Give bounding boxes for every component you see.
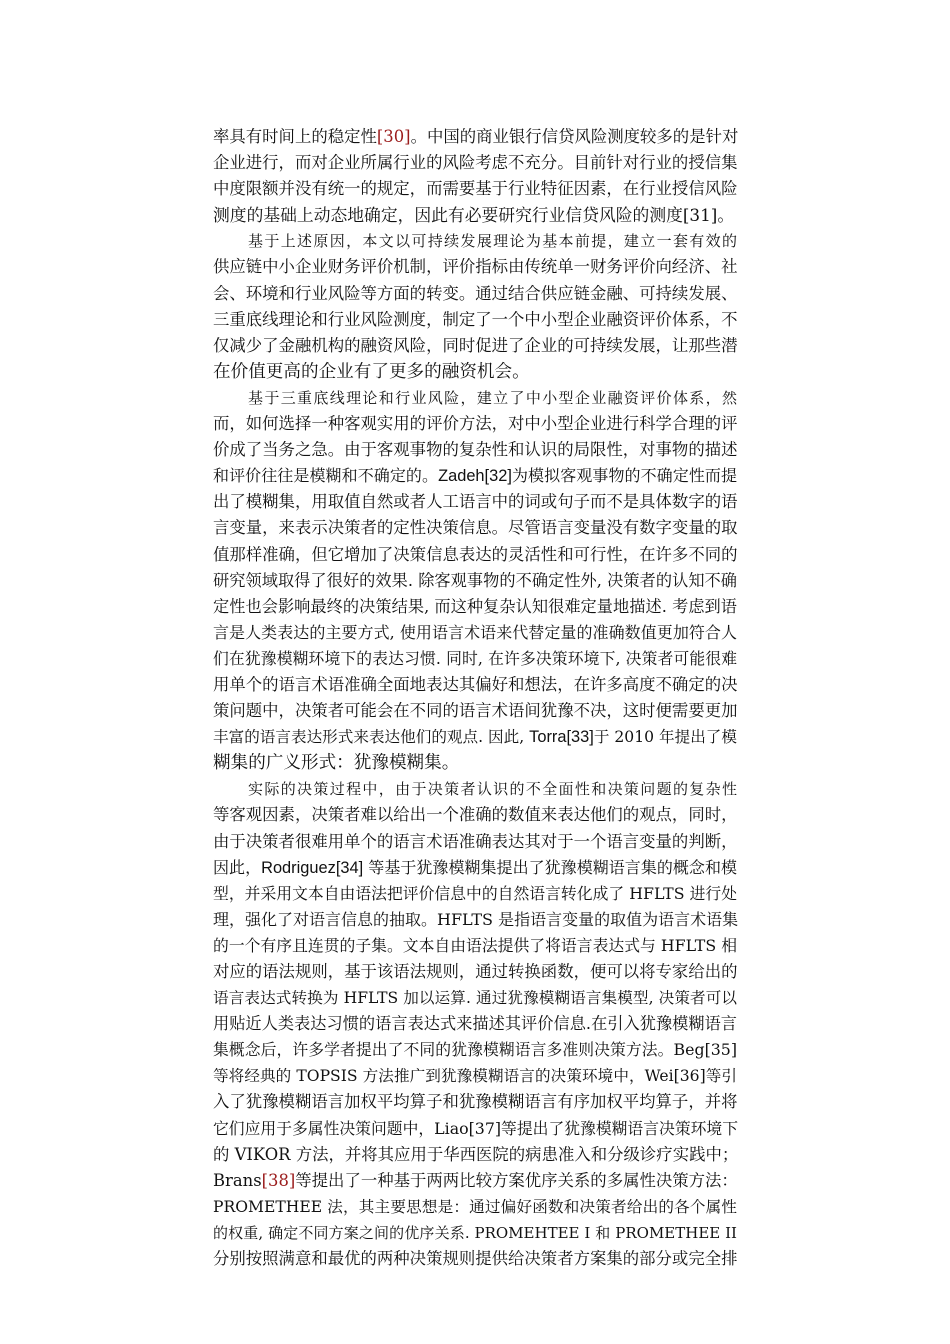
text-run: 会、环境和行业风险等方面的转变。通过结合供应链金融、可持续发展、 bbox=[213, 283, 738, 303]
text-run: 因此， bbox=[213, 857, 262, 877]
text-line bbox=[213, 1168, 737, 1194]
text-run: 实际的决策过程中，由于决策者认识的不全面性和决策问题的复杂性 bbox=[248, 780, 737, 799]
text-run: 企业进行，而对企业所属行业的风险考虑不充分。目前针对行业的授信集 bbox=[213, 153, 738, 173]
text-run: 三重底线理论和行业风险测度，制定了一个中小型企业融资评价体系，不 bbox=[213, 309, 738, 329]
text-line bbox=[213, 855, 737, 881]
text-run: 分别按照满意和最优的两种决策规则提供给决策者方案集的部分或完全排 bbox=[213, 1249, 738, 1269]
text-line bbox=[213, 411, 737, 437]
text-line bbox=[213, 489, 737, 515]
text-line bbox=[213, 724, 737, 750]
text-line bbox=[213, 542, 737, 568]
text-run: 用贴近人类表达习惯的语言表达式来描述其评价信息.在引入犹豫模糊语言 bbox=[213, 1014, 737, 1034]
text-run: 丰富的语言表达形式来表达他们的观点. 因此, bbox=[213, 728, 530, 747]
text-line bbox=[213, 333, 737, 359]
text-run: 集概念后，许多学者提出了不同的犹豫模糊语言多准则决策方法。Beg[35] bbox=[213, 1040, 737, 1060]
paragraph bbox=[213, 385, 737, 776]
text-line bbox=[213, 385, 737, 411]
text-line bbox=[213, 1037, 737, 1063]
text-run: 理，强化了对语言信息的抽取。HFLTS 是指语言变量的取值为语言术语集 bbox=[213, 909, 739, 929]
author-reference: Rodriguez[34] bbox=[261, 858, 364, 877]
text-line bbox=[213, 176, 737, 202]
text-run: 研究领域取得了很好的效果. 除客观事物的不确定性外, 决策者的认知不确 bbox=[213, 570, 737, 590]
author-reference: Torra[33] bbox=[529, 728, 594, 747]
text-line bbox=[213, 802, 737, 828]
text-line bbox=[213, 228, 737, 254]
text-line bbox=[213, 1011, 737, 1037]
text-run: 语言表达式转换为 HFLTS 加以运算. 通过犹豫模糊语言集模型, 决策者可以 bbox=[213, 989, 737, 1008]
text-line bbox=[213, 594, 737, 620]
text-run: 在价值更高的企业有了更多的融资机会。 bbox=[213, 361, 530, 382]
paragraph bbox=[213, 124, 737, 228]
text-line bbox=[213, 463, 737, 489]
text-line bbox=[213, 202, 737, 228]
text-line bbox=[213, 776, 737, 802]
text-line bbox=[213, 1246, 737, 1272]
text-run: 用单个的语言术语准确全面地表达其偏好和想法，在许多高度不确定的决 bbox=[213, 674, 738, 694]
text-line bbox=[213, 1116, 737, 1142]
text-run: 的权重, 确定不同方案之间的优序关系. PROMEHTEE I 和 PROMETHEE II bbox=[213, 1223, 737, 1242]
paragraph bbox=[213, 776, 737, 1272]
text-run: 率具有时间上的稳定性 bbox=[213, 127, 377, 146]
text-line bbox=[213, 985, 737, 1011]
text-run: 等客观因素，决策者难以给出一个准确的数值来表达他们的观点，同时， bbox=[213, 805, 738, 825]
text-line bbox=[213, 1063, 737, 1089]
text-run: 测度的基础上动态地确定，因此有必要研究行业信贷风险的测度[31]。 bbox=[213, 205, 735, 226]
text-line bbox=[213, 1142, 737, 1168]
text-line bbox=[213, 568, 737, 594]
text-run: 中度限额并没有统一的规定，而需要基于行业特征因素，在行业授信风险 bbox=[213, 179, 738, 199]
text-line bbox=[213, 959, 737, 985]
author-reference: Zadeh[32] bbox=[438, 467, 512, 486]
text-line bbox=[213, 124, 737, 150]
text-run: 言是人类表达的主要方式, 使用语言术语来代替定量的准确数值更加符合人 bbox=[213, 622, 737, 642]
text-run: 它们应用于多属性决策问题中，Liao[37]等提出了犹豫模糊语言决策环境下 bbox=[213, 1118, 739, 1138]
text-run: 等将经典的 TOPSIS 方法推广到犹豫模糊语言的决策环境中，Wei[36]等引 bbox=[213, 1067, 737, 1086]
text-line bbox=[213, 881, 737, 907]
text-run: 由于决策者很难用单个的语言术语准确表达其对于一个语言变量的判断， bbox=[213, 831, 738, 851]
text-line bbox=[213, 254, 737, 280]
text-line bbox=[213, 359, 737, 385]
text-run: 的 VIKOR 方法，并将其应用于华西医院的病患准入和分级诊疗实践中； bbox=[213, 1144, 739, 1164]
text-run: 出了模糊集，用取值自然或者人工语言中的词或句子而不是具体数字的语 bbox=[213, 492, 738, 512]
text-run: 。中国的商业银行信贷风险测度较多的是针对 bbox=[410, 127, 739, 146]
text-run: 糊集的广义形式：犹豫模糊集。 bbox=[213, 753, 460, 774]
text-line bbox=[213, 1220, 737, 1246]
text-run: 值那样准确，但它增加了决策信息表达的灵活性和可行性，在许多不同的 bbox=[213, 544, 738, 564]
text-run: 型，并采用文本自由语法把评价信息中的自然语言转化成了 HFLTS 进行处 bbox=[213, 883, 737, 903]
text-run: 基于三重底线理论和行业风险，建立了中小型企业融资评价体系，然 bbox=[248, 388, 737, 407]
text-run: PROMETHEE 法，其主要思想是：通过偏好函数和决策者给出的各个属性 bbox=[213, 1197, 737, 1216]
text-run: 基于上述原因，本文以可持续发展理论为基本前提，建立一套有效的 bbox=[248, 232, 737, 251]
text-run: 策问题中，决策者可能会在不同的语言术语间犹豫不决，这时便需要更加 bbox=[213, 701, 738, 721]
text-run: 的一个有序且连贯的子集。文本自由语法提供了将语言表达式与 HFLTS 相 bbox=[213, 935, 737, 955]
text-run: Brans bbox=[213, 1170, 262, 1190]
text-line bbox=[213, 1089, 737, 1115]
text-line bbox=[213, 437, 737, 463]
text-line bbox=[213, 646, 737, 672]
text-run: 和评价往往是模糊和不确定的。 bbox=[213, 466, 439, 486]
text-line bbox=[213, 150, 737, 176]
text-line bbox=[213, 829, 737, 855]
text-line bbox=[213, 281, 737, 307]
text-run: 定性也会影响最终的决策结果, 而这种复杂认知很难定量地描述. 考虑到语 bbox=[213, 596, 737, 616]
text-line bbox=[213, 672, 737, 698]
text-run: 于 2010 年提出了模 bbox=[593, 728, 737, 747]
text-run: 仅减少了金融机构的融资风险，同时促进了企业的可持续发展，让那些潜 bbox=[213, 335, 738, 355]
text-line bbox=[213, 907, 737, 933]
text-run: 等基于犹豫模糊集提出了犹豫模糊语言集的概念和模 bbox=[363, 857, 737, 877]
text-run: 等提出了一种基于两两比较方案优序关系的多属性决策方法： bbox=[295, 1170, 738, 1190]
paragraph bbox=[213, 228, 737, 385]
text-line bbox=[213, 515, 737, 541]
text-run: 入了犹豫模糊语言加权平均算子和犹豫模糊语言有序加权平均算子，并将 bbox=[213, 1092, 738, 1112]
text-line bbox=[213, 698, 737, 724]
text-run: 为模拟客观事物的不确定性而提 bbox=[511, 466, 737, 486]
document-body bbox=[213, 124, 737, 1272]
text-run: 供应链中小企业财务评价机制，评价指标由传统单一财务评价向经济、社 bbox=[213, 257, 738, 277]
text-run: 言变量，来表示决策者的定性决策信息。尽管语言变量没有数字变量的取 bbox=[213, 518, 738, 538]
text-run: 们在犹豫模糊环境下的表达习惯. 同时, 在许多决策环境下, 决策者可能很难 bbox=[213, 648, 737, 668]
text-run: 对应的语法规则，基于该语法规则，通过转换函数，便可以将专家给出的 bbox=[213, 962, 738, 981]
text-run: 而，如何选择一种客观实用的评价方法，对中小型企业进行科学合理的评 bbox=[213, 414, 738, 434]
text-line bbox=[213, 933, 737, 959]
text-line bbox=[213, 750, 737, 776]
text-run: 价成了当务之急。由于客观事物的复杂性和认识的局限性，对事物的描述 bbox=[213, 440, 738, 460]
text-line bbox=[213, 620, 737, 646]
citation-link[interactable]: [38] bbox=[261, 1170, 296, 1190]
text-line bbox=[213, 1194, 737, 1220]
citation-link[interactable]: [30] bbox=[376, 127, 411, 146]
text-line bbox=[213, 307, 737, 333]
